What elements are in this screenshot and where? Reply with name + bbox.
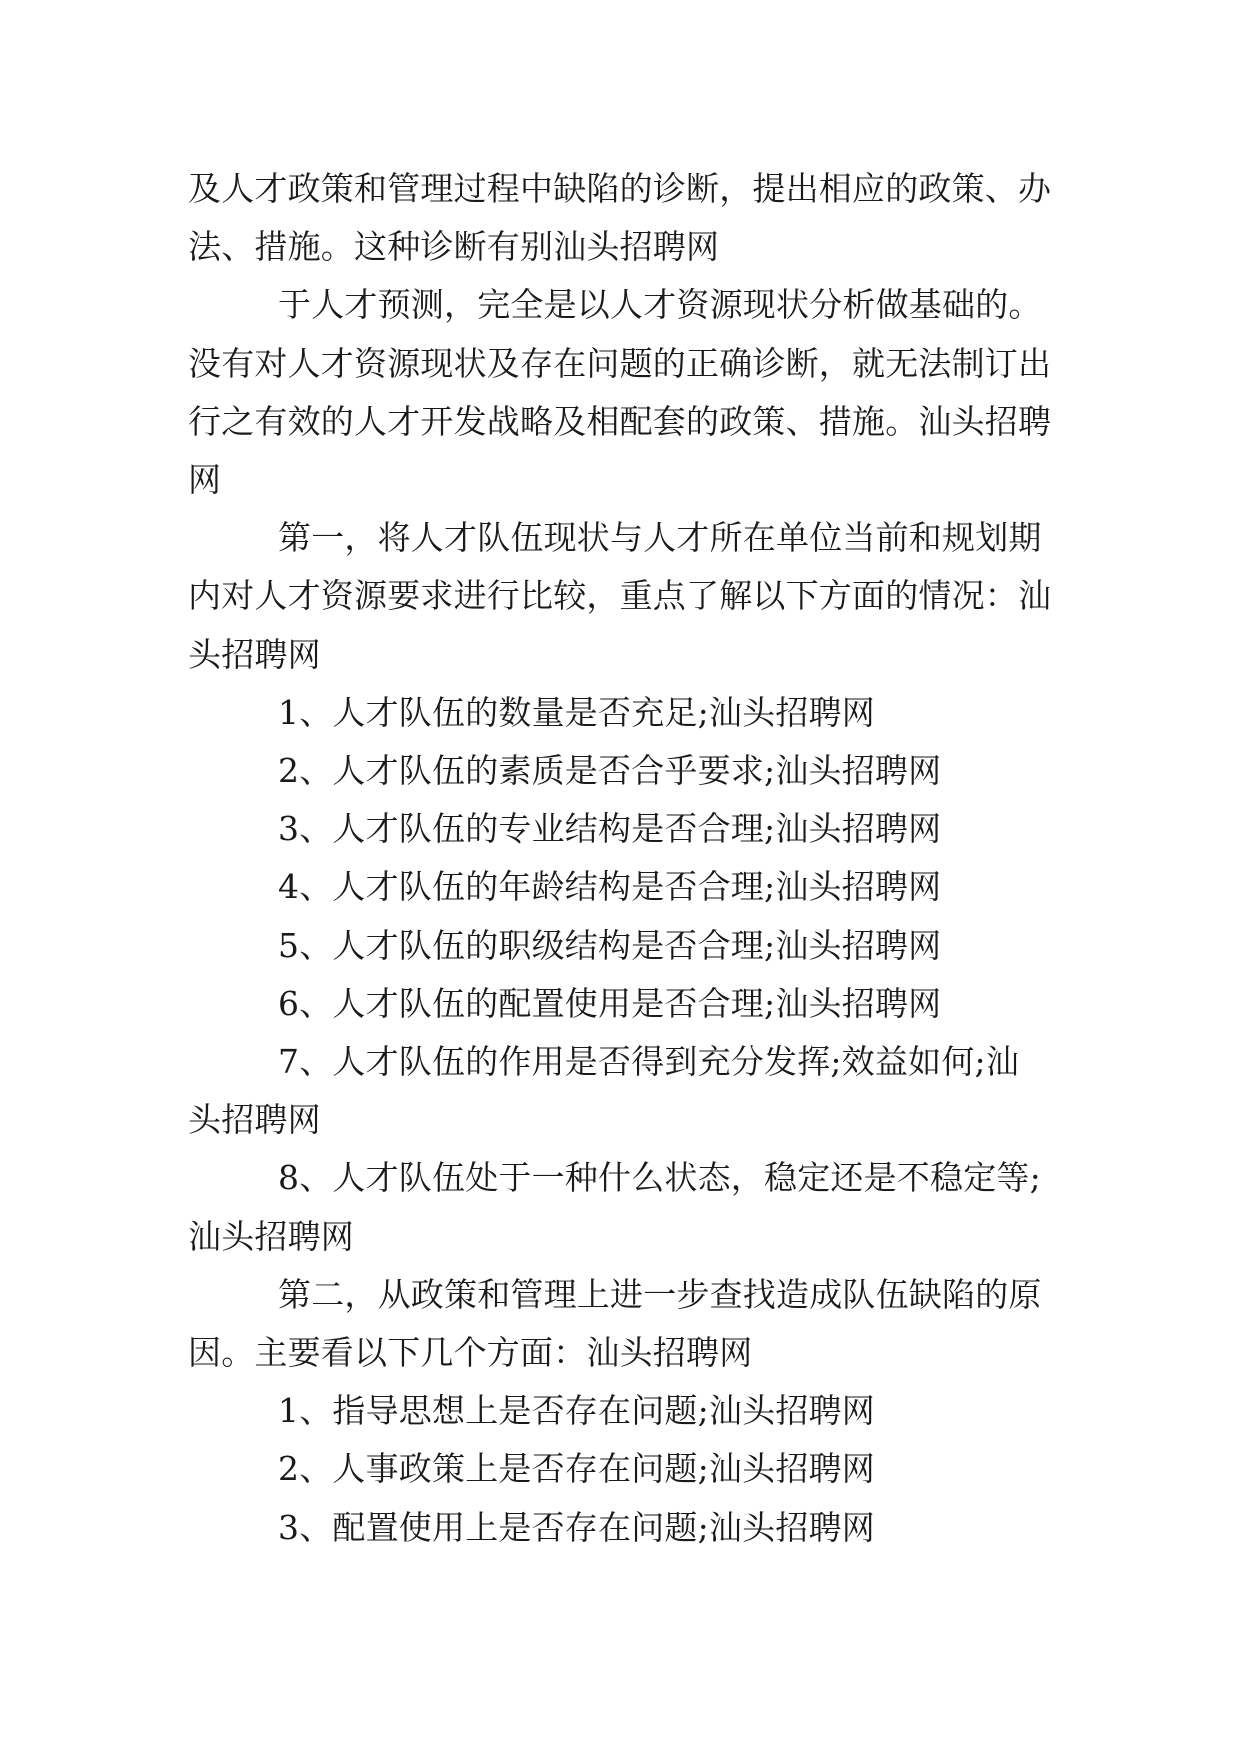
document-body <box>188 160 1058 1557</box>
text-line: 因。主要看以下几个方面：汕头招聘网 <box>188 1333 753 1373</box>
paragraph <box>188 1499 1058 1557</box>
paragraph <box>188 917 1058 975</box>
text-line: 5、人才队伍的职级结构是否合理;汕头招聘网 <box>278 925 942 965</box>
text-line: 头招聘网 <box>188 1100 321 1140</box>
text-line: 内对人才资源要求进行比较，重点了解以下方面的情况：汕 <box>188 576 1052 616</box>
paragraph <box>188 1440 1058 1498</box>
text-line: 2、人事政策上是否存在问题;汕头招聘网 <box>278 1449 875 1489</box>
text-line: 法、措施。这种诊断有别汕头招聘网 <box>188 227 720 267</box>
text-line: 7、人才队伍的作用是否得到充分发挥;效益如何;汕 <box>278 1042 1020 1082</box>
text-line: 8、人才队伍处于一种什么状态，稳定还是不稳定等; <box>278 1158 1041 1198</box>
text-line: 1、指导思想上是否存在问题;汕头招聘网 <box>278 1391 875 1431</box>
text-line: 3、人才队伍的专业结构是否合理;汕头招聘网 <box>278 809 942 849</box>
text-line: 没有对人才资源现状及存在问题的正确诊断，就无法制订出 <box>188 343 1052 383</box>
paragraph <box>188 1266 1058 1382</box>
paragraph <box>188 858 1058 916</box>
text-line: 于人才预测，完全是以人才资源现状分析做基础的。 <box>278 285 1042 325</box>
paragraph <box>188 509 1058 684</box>
paragraph <box>188 1382 1058 1440</box>
text-line: 6、人才队伍的配置使用是否合理;汕头招聘网 <box>278 983 942 1023</box>
paragraph <box>188 276 1058 509</box>
text-line: 第一，将人才队伍现状与人才所在单位当前和规划期 <box>278 518 1042 558</box>
paragraph <box>188 1149 1058 1265</box>
text-line: 头招聘网 <box>188 634 321 674</box>
text-line: 第二，从政策和管理上进一步查找造成队伍缺陷的原 <box>278 1274 1042 1314</box>
paragraph <box>188 160 1058 276</box>
text-line: 1、人才队伍的数量是否充足;汕头招聘网 <box>278 692 875 732</box>
paragraph <box>188 742 1058 800</box>
text-line: 行之有效的人才开发战略及相配套的政策、措施。汕头招聘 <box>188 401 1052 441</box>
text-line: 4、人才队伍的年龄结构是否合理;汕头招聘网 <box>278 867 942 907</box>
paragraph <box>188 800 1058 858</box>
paragraph <box>188 684 1058 742</box>
text-line: 及人才政策和管理过程中缺陷的诊断，提出相应的政策、办 <box>188 169 1052 208</box>
text-line: 2、人才队伍的素质是否合乎要求;汕头招聘网 <box>278 751 942 791</box>
paragraph <box>188 975 1058 1033</box>
text-line: 网 <box>188 460 222 500</box>
text-line: 3、配置使用上是否存在问题;汕头招聘网 <box>278 1507 875 1547</box>
text-line: 汕头招聘网 <box>188 1216 354 1256</box>
paragraph <box>188 1033 1058 1149</box>
